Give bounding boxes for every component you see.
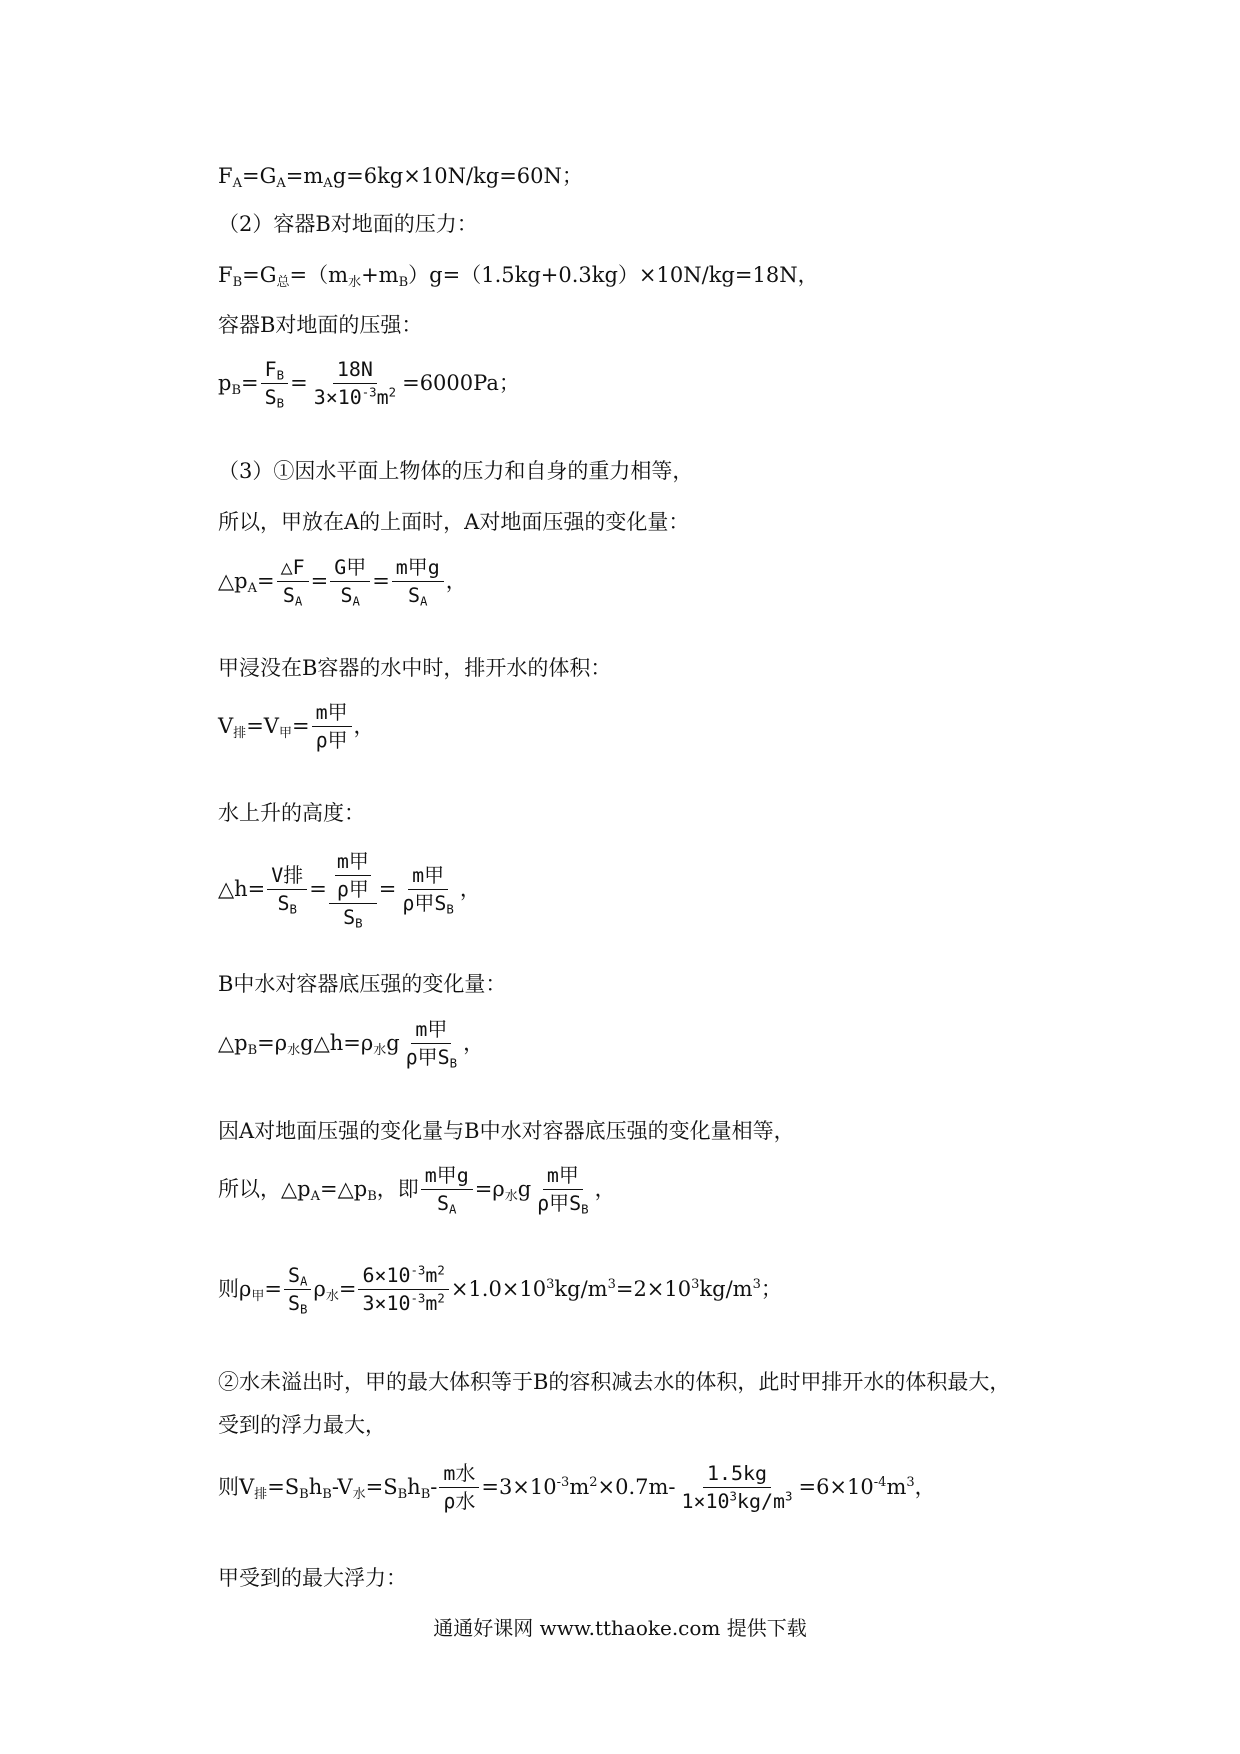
rise-line: 水上升的高度： — [218, 801, 365, 825]
so2-fraction-2: $\frac{\text{m甲}}{\rho 甲S_B}$ — [537, 1163, 589, 1217]
vmax-fraction-2: $\frac{1.5kg}{1\times 10^3kg/m^3}$ — [681, 1461, 793, 1513]
pressure-intro: 容器B对地面的压强： — [218, 313, 423, 337]
equal-line: 因A对地面压强的变化量与B中水对容器底压强的变化量相等， — [218, 1119, 795, 1143]
part2b-line-2: 受到的浮力最大， — [218, 1413, 386, 1437]
part2b-line-1: ②水未溢出时，甲的最大体积等于B的容积减去水的体积，此时甲排开水的体积最大， — [218, 1370, 1011, 1394]
delta-h-fraction-1: $\frac{\text{V排}}{S_B}$ — [267, 866, 307, 914]
delta-pa-fraction-1: $\frac{\triangle F}{S_A}$ — [277, 558, 309, 606]
delta-h-fraction-2: $\frac{\frac{\text{m甲}}{\text{ρ甲}}}{S_B}$ — [329, 852, 377, 928]
vmax-equation: 则$V_排=S_Bh_B-V_水=S_Bh_B-$ $\frac{\text{m水}}{\text{ρ水}}$ $=3\times 10^{-3}m^2\times 0.7m-$ $\frac{1.5kg}{1\times 10^3kg/m^3}$ $=6\times 10^{-4}m^3$， — [218, 1461, 936, 1513]
delta-h-inner-fraction: $\frac{\text{m甲}}{\text{ρ甲}}$ — [336, 849, 369, 901]
part3-intro: （3）①因水平面上物体的压力和自身的重力相等， — [218, 459, 694, 483]
delta-pa-equation: $\triangle p_A=$ $\frac{\triangle F}{S_A}$ = $\frac{\text{G甲}}{S_A}$ = $\frac{\text{m甲g}}{S_A}$ ， — [218, 555, 467, 609]
so2-equation: 所以，$\triangle p_A=\triangle p_B$，即 $\frac{\text{m甲g}}{S_A}$ $=\rho_水g$ $\frac{\text{m甲}}{\rho 甲S_B}$ ， — [218, 1163, 616, 1217]
vmax-fraction-1: $\frac{\text{m水}}{\text{ρ水}}$ — [439, 1464, 479, 1512]
footer-text: 通通好课网 www.tthaoke.com 提供下载 — [433, 1616, 807, 1640]
rho-fraction-1: $\frac{S_A}{S_B}$ — [284, 1266, 311, 1314]
b-change-line: B中水对容器底压强的变化量： — [218, 972, 507, 996]
immerse-line: 甲浸没在B容器的水中时，排开水的体积： — [218, 656, 612, 680]
pb-fraction-2: $\frac{18N}{3\times 10^{-3}m^2}$ — [313, 357, 397, 409]
rho-equation: 则$\rho_甲=$ $\frac{S_A}{S_B}$ $\rho_水=$ $\frac{6\times 10^{-3}m^2}{3\times 10^{-3}m^2}$ $\times 1.0\times 10^3kg/m^3=2\times 10^3kg/m^3$； — [218, 1263, 782, 1317]
delta-h-fraction-3: $\frac{\text{m甲}}{\rho 甲S_B}$ — [402, 862, 454, 917]
v-fraction: $\frac{\text{m甲}}{\text{ρ甲}}$ — [312, 703, 352, 751]
max-buoyancy-line: 甲受到的最大浮力： — [218, 1566, 407, 1590]
delta-h-equation: △h= $\frac{\text{V排}}{S_B}$ = $\frac{\frac{\text{m甲}}{\text{ρ甲}}}{S_B}$ = $\frac{\text{m甲}}{\rho 甲S_B}$ ， — [218, 849, 481, 931]
rho-fraction-2: $\frac{6\times 10^{-3}m^2}{3\times 10^{-3}m^2}$ — [358, 1266, 448, 1314]
v-equation: $V_排=V_甲=$ $\frac{\text{m甲}}{\text{ρ甲}}$ ， — [218, 700, 375, 752]
fb-equation: $F_B=G_总=(m_水+m_B)g=(1.5kg+0.3kg)\times 10N/kg=18N$， — [218, 263, 819, 290]
fa-equation: $F_A=G_A=m_Ag=6kg\times 10N/kg=60N$； — [218, 164, 583, 191]
delta-pb-equation: $\triangle p_B=\rho_水g\triangle h=\rho_水g$ $\frac{\text{m甲}}{\rho 甲S_B}$ ， — [218, 1017, 485, 1071]
so-line: 所以，甲放在A的上面时，A对地面压强的变化量： — [218, 510, 690, 534]
part2-intro: （2）容器B对地面的压力： — [218, 212, 478, 236]
delta-pa-fraction-3: $\frac{\text{m甲g}}{S_A}$ — [392, 558, 444, 606]
so2-fraction-1: $\frac{\text{m甲g}}{S_A}$ — [421, 1166, 473, 1214]
delta-pa-fraction-2: $\frac{\text{G甲}}{S_A}$ — [330, 558, 370, 606]
delta-pb-fraction: $\frac{\text{m甲}}{\rho 甲S_B}$ — [405, 1017, 458, 1071]
pb-equation: $p_B=$ $\frac{F_B}{S_B}$ = $\frac{18N}{3\times 10^{-3}m^2}$ =6000Pa； — [218, 357, 520, 411]
pb-fraction-1: $\frac{F_B}{S_B}$ — [261, 360, 288, 408]
